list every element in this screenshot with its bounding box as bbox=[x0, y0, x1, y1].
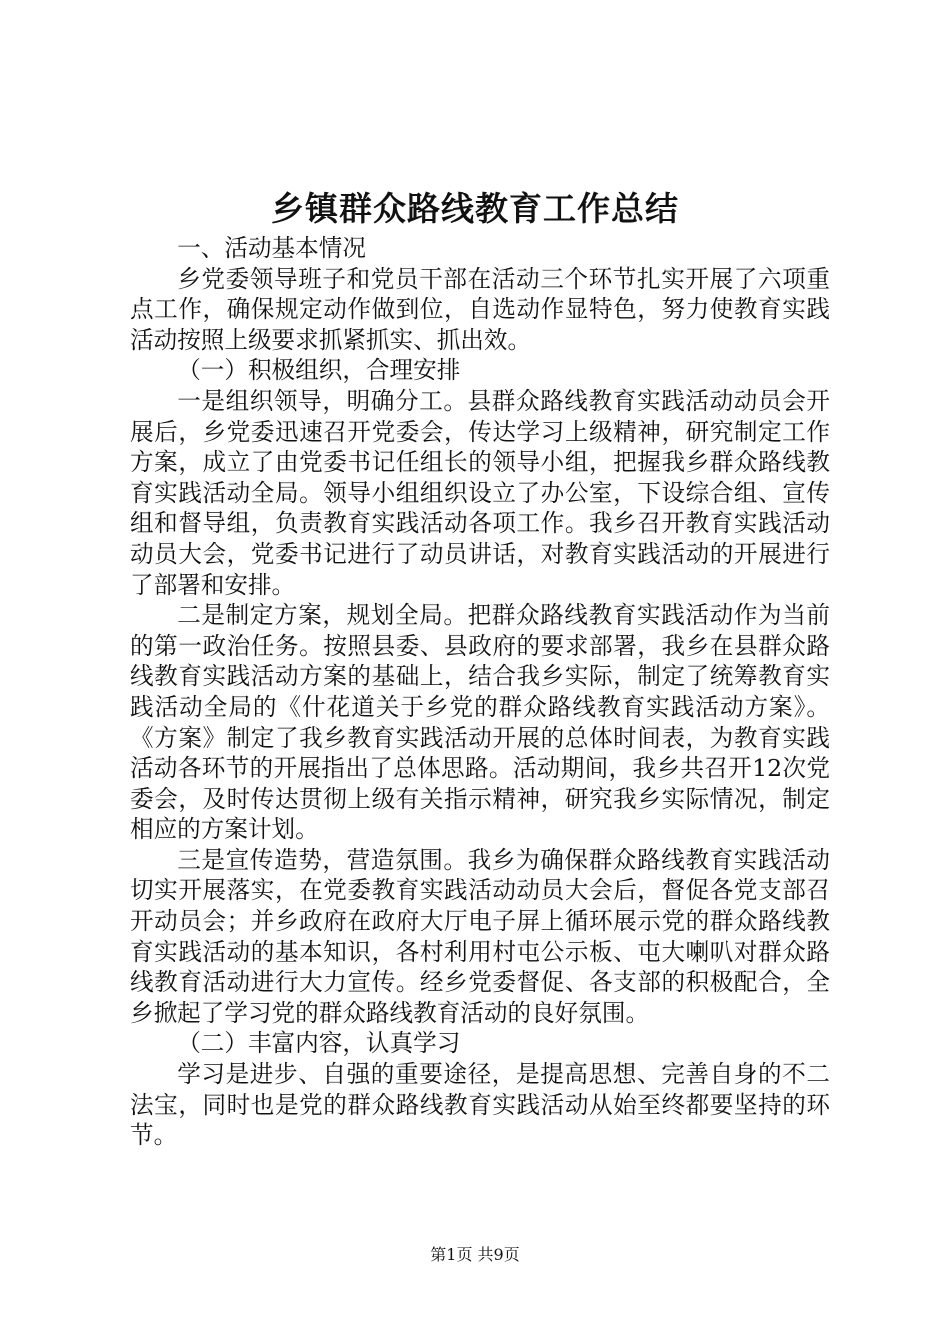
paragraph-intro: 乡党委领导班子和党员干部在活动三个环节扎实开展了六项重点工作，确保规定动作做到位，自选动作显特色，努力使教育实践活动按照上级要求抓紧抓实、抓出效。 bbox=[130, 264, 830, 354]
paragraph-publicity: 三是宣传造势，营造氛围。我乡为确保群众路线教育实践活动切实开展落实，在党委教育实践活动动员大会后，督促各党支部召开动员会；并乡政府在政府大厅电子屏上循环展示党的群众路线教育实践活动的基本知识，各村利用村屯公示板、屯大喇叭对群众路线教育活动进行大力宣传。经乡党委督促、各支部的积极配合，全乡掀起了学习党的群众路线教育活动的良好氛围。 bbox=[130, 845, 830, 1027]
paragraph-plan: 二是制定方案，规划全局。把群众路线教育实践活动作为当前的第一政治任务。按照县委、县政府的要求部署，我乡在县群众路线教育实践活动方案的基础上，结合我乡实际，制定了统筹教育实践活动全局的《什花道关于乡党的群众路线教育实践活动方案》。《方案》制定了我乡教育实践活动开展的总体时间表，为教育实践活动各环节的开展指出了总体思路。活动期间，我乡共召开12次党委会，及时传达贯彻上级有关指示精神，研究我乡实际情况，制定相应的方案计划。 bbox=[130, 601, 830, 844]
paragraph-organization: 一是组织领导，明确分工。县群众路线教育实践活动动员会开展后，乡党委迅速召开党委会，传达学习上级精神，研究制定工作方案，成立了由党委书记任组长的领导小组，把握我乡群众路线教育实践活动全局。领导小组组织设立了办公室，下设综合组、宣传组和督导组，负责教育实践活动各项工作。我乡召开教育实践活动动员大会，党委书记进行了动员讲话，对教育实践活动的开展进行了部署和安排。 bbox=[130, 386, 830, 599]
page-number-footer: 第1页 共9页 bbox=[430, 1245, 520, 1264]
document-body bbox=[130, 233, 830, 1151]
document-title: 乡镇群众路线教育工作总结 bbox=[271, 189, 679, 228]
section-heading-1: 一、活动基本情况 bbox=[177, 234, 366, 262]
paragraph-study: 学习是进步、自强的重要途径，是提高思想、完善自身的不二法宝，同时也是党的群众路线教育实践活动从始至终都要坚持的环节。 bbox=[130, 1060, 830, 1150]
subsection-heading-1: （一）积极组织，合理安排 bbox=[177, 356, 461, 385]
subsection-heading-2: （二）丰富内容，认真学习 bbox=[177, 1029, 461, 1058]
